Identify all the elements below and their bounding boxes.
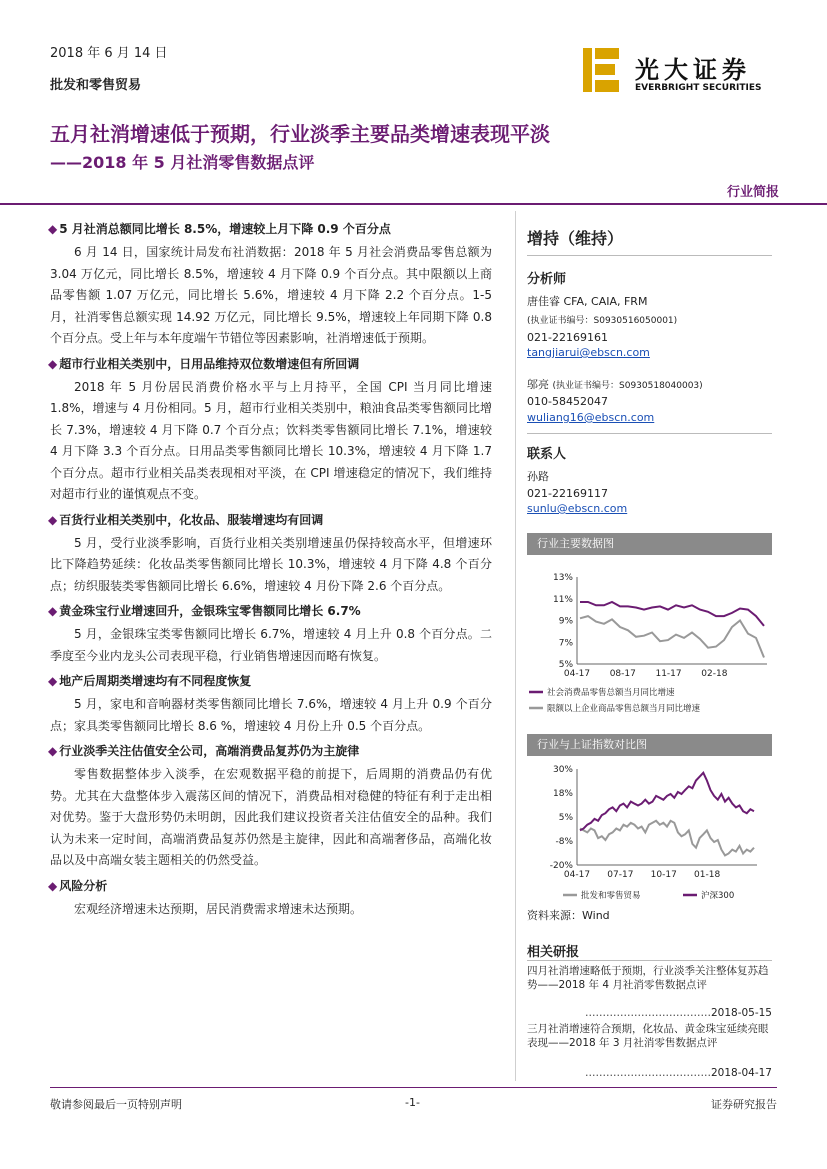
footer-disclaimer: 敬请参阅最后一页特别声明 <box>50 1098 182 1111</box>
y-tick-label: 5% <box>558 660 573 670</box>
section-body: 2018 年 5 月份居民消费价格水平与上月持平，全国 CPI 当月同比增速 1.8%，增速与 4 月份相同。5 月，超市行业相关类别中，粮油食品类零售额同比增长 7.3%，增速较 4 月下降 0.7 个百分点；饮料类零售额同比增长 7.1%，增速较 4 月下降 3.3 个百分点。日用品类零售额同比增长 10.3%，增速较 4 月下降 1.7 个百分点。超市行业相关品类表现相对平淡，在 CPI 增速稳定的情况下，我们维持对超市行业的谨慎观点不变。 <box>50 379 492 501</box>
diamond-bullet-icon: ◆ <box>48 878 58 893</box>
sidebar-divider <box>527 433 772 434</box>
x-tick-label: 01-18 <box>694 870 721 880</box>
analyst1-name: 唐佳睿 CFA, CAIA, FRM <box>527 295 648 308</box>
contact-email-link[interactable]: sunlu@ebscn.com <box>527 502 628 515</box>
diamond-bullet-icon: ◆ <box>48 512 58 527</box>
column-divider <box>515 211 516 1081</box>
analyst-heading: 分析师 <box>527 272 567 287</box>
company-logo <box>583 46 783 96</box>
chart-source: 资料来源：Wind <box>527 909 610 922</box>
x-tick-label: 04-17 <box>563 870 591 880</box>
report-date: 2018 年 6 月 14 日 <box>50 46 168 61</box>
section-heading: ◆ 5 月社消总额同比增长 8.5%，增速较上月下降 0.9 个百分点 <box>48 222 391 236</box>
section-heading: ◆ 超市行业相关类别中，日用品维持双位数增速但有所回调 <box>48 356 360 371</box>
related-report-title[interactable]: 四月社消增速略低于预期，行业淡季关注整体复苏趋势——2018 年 4 月社消零售数据点评 <box>527 965 769 991</box>
chart2-title: 行业与上证指数对比图 <box>527 734 772 756</box>
x-tick-label: 10-17 <box>650 870 677 880</box>
report-subtitle: ——2018 年 5 月社消零售数据点评 <box>50 153 315 172</box>
related-report-date: ………………………………2018-04-17 <box>584 1067 772 1079</box>
series-line <box>580 821 754 856</box>
footer-report-type: 证券研究报告 <box>711 1098 777 1111</box>
section-body: 零售数据整体步入淡季，在宏观数据平稳的前提下，后周期的消费品仍有优势。尤其在大盘整体步入震荡区间的情况下，消费品相对稳健的特征有利于走出相对优势。鉴于大盘形势仍未明朗，因此我们建议投资者关注估值安全的品种。我们认为未来一定时间，高端消费品复苏仍然是主旋律，因此和高端奢侈品，高端化妆品以及中高端女装主题相关的仍然受益。 <box>50 767 492 867</box>
y-tick-label: 30% <box>552 765 573 775</box>
analyst1-email-link[interactable]: tangjiarui@ebscn.com <box>527 346 650 359</box>
series-line <box>580 616 764 657</box>
section-body: 5 月，受行业淡季影响，百货行业相关类别增速虽仍保持较高水平，但增速环比下降趋势延续：化妆品类零售额同比增长 10.3%，增速较 4 月下降 4.8 个百分点；纺织服装类零售额同比增长 6.6%，增速较 4 月份下降 2.6 个百分点。 <box>50 535 492 593</box>
contact-name: 孙路 <box>527 470 549 483</box>
industry-sector: 批发和零售贸易 <box>50 78 142 93</box>
diamond-bullet-icon: ◆ <box>48 356 58 371</box>
diamond-bullet-icon: ◆ <box>48 674 58 688</box>
related-report-date: ………………………………2018-05-15 <box>584 1007 772 1019</box>
document-type: 行业简报 <box>726 185 779 200</box>
y-tick-label: 7% <box>558 638 573 649</box>
y-tick-label: 11% <box>552 594 573 605</box>
analyst2-email-link[interactable]: wuliang16@ebscn.com <box>527 411 655 424</box>
logo-mark-icon <box>583 48 623 92</box>
diamond-bullet-icon: ◆ <box>48 604 58 618</box>
report-title: 五月社消增速低于预期，行业淡季主要品类增速表现平淡 <box>50 122 550 146</box>
y-tick-label: 13% <box>552 573 573 583</box>
x-tick-label: 04-17 <box>563 669 591 679</box>
y-tick-label: 9% <box>558 616 573 627</box>
series-line <box>580 773 754 831</box>
x-tick-label: 11-17 <box>655 669 682 679</box>
section-heading: ◆ 黄金珠宝行业增速回升，金银珠宝零售额同比增长 6.7% <box>48 604 361 618</box>
section-heading: ◆ 百货行业相关类别中，化妆品、服装增速均有回调 <box>48 512 324 527</box>
section-body: 6 月 14 日，国家统计局发布社消数据：2018 年 5 月社会消费品零售总额为 3.04 万亿元，同比增长 8.5%，增速较 4 月下降 0.9 个百分点。其中限额以上商品零售额 1.07 万亿元，同比增长 5.6%，增速较 4 月下降 2.2 个百分点。1-5 月，社消零售总额实现 14.92 万亿元，同比增长 9.5%，增速较上年同期下降 0.8 个百分点。受上年与本年度端午节错位等因素影响，社消增速低于预期。 <box>50 245 492 345</box>
sidebar-divider <box>527 960 772 961</box>
y-tick-label: -8% <box>555 837 573 847</box>
section-body: 5 月，金银珠宝类零售额同比增长 6.7%，增速较 4 月上升 0.8 个百分点。二季度至今业内龙头公司表现平稳，行业销售增速因而略有恢复。 <box>50 627 492 663</box>
page-number: -1- <box>405 1096 420 1109</box>
legend-label: 沪深300 <box>701 891 735 901</box>
index-comparison-line-chart <box>527 761 772 909</box>
y-tick-label: 5% <box>558 813 573 823</box>
header-divider <box>0 203 827 205</box>
diamond-bullet-icon: ◆ <box>48 744 58 758</box>
section-heading: ◆ 地产后周期类增速均有不同程度恢复 <box>48 674 252 688</box>
legend-label: 限额以上企业商品零售总额当月同比增速 <box>547 704 701 714</box>
sidebar-divider <box>527 255 772 256</box>
analyst2-name: 邬亮 (执业证书编号：S0930518040003) <box>527 378 703 391</box>
section-heading: ◆ 风险分析 <box>48 878 108 893</box>
logo-english-name: EVERBRIGHT SECURITIES <box>635 83 762 93</box>
contact-phone: 021-22169117 <box>527 487 608 500</box>
analyst2-phone: 010-58452047 <box>527 395 608 408</box>
contact-heading: 联系人 <box>527 447 567 462</box>
section-body: 5 月，家电和音响器材类零售额同比增长 7.6%，增速较 4 月上升 0.9 个百分点；家具类零售额同比增长 8.6 %，增速较 4 月份上升 0.5 个百分点。 <box>50 697 492 733</box>
logo-chinese-name: 光大证券 <box>635 55 751 84</box>
analyst1-license: (执业证书编号：S0930516050001) <box>527 316 678 326</box>
x-tick-label: 07-17 <box>607 870 634 880</box>
diamond-bullet-icon: ◆ <box>48 222 58 236</box>
footer-divider <box>50 1087 777 1088</box>
related-reports-heading: 相关研报 <box>527 945 580 960</box>
analyst1-phone: 021-22169161 <box>527 331 608 344</box>
y-tick-label: 18% <box>552 789 573 799</box>
x-tick-label: 02-18 <box>701 669 728 679</box>
x-tick-label: 08-17 <box>609 669 636 679</box>
section-heading: ◆ 行业淡季关注估值安全公司，高端消费品复苏仍为主旋律 <box>48 744 360 758</box>
y-tick-label: -20% <box>549 861 573 871</box>
retail-growth-line-chart <box>527 562 772 720</box>
investment-rating: 增持（维持） <box>527 229 624 248</box>
related-report-title[interactable]: 三月社消增速符合预期，化妆品、黄金珠宝延续亮眼表现——2018 年 3 月社消零售数据点评 <box>527 1023 769 1049</box>
legend-label: 社会消费品零售总额当月同比增速 <box>547 688 675 698</box>
chart1-title: 行业主要数据图 <box>527 533 772 555</box>
legend-label: 批发和零售贸易 <box>581 891 641 901</box>
section-body: 宏观经济增速未达预期，居民消费需求增速未达预期。 <box>74 901 363 916</box>
main-content <box>50 215 492 924</box>
